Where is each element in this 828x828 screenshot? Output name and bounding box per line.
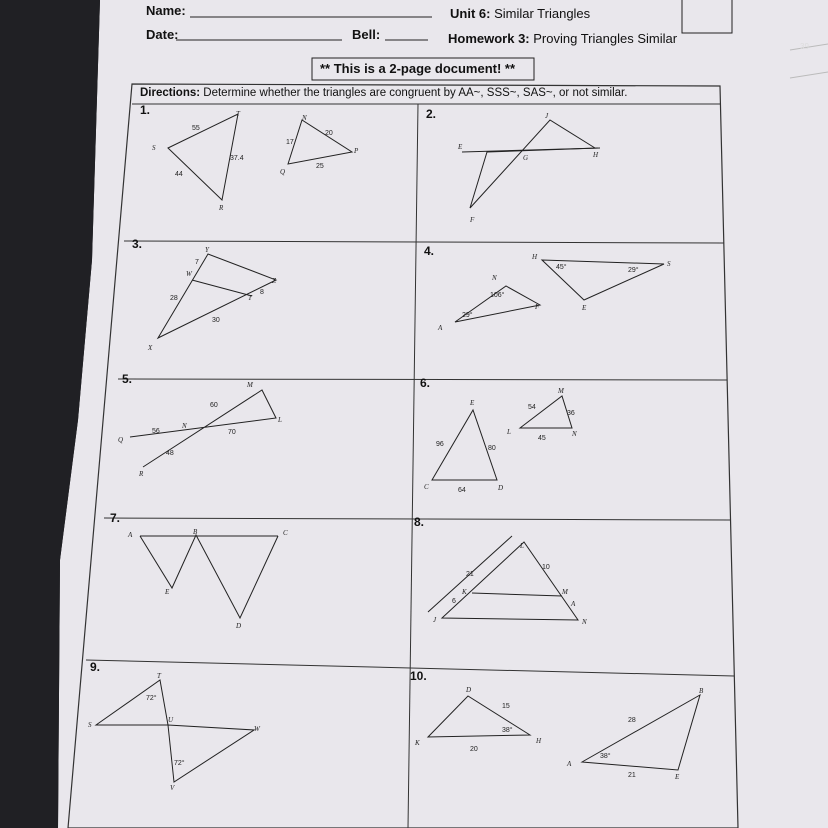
p3-label: T [248,294,252,302]
date-label: Date: [146,27,179,42]
p1-label: N [302,114,307,122]
p3-value: 30 [212,317,220,324]
p7-label: E [165,588,170,596]
p5-value: 70 [228,429,236,436]
p4-label: E [582,304,587,312]
p1-value: 44 [175,171,183,178]
problem-2-number: 2. [426,107,437,121]
p9-value: 72° [146,695,157,702]
p10-label: A [567,760,572,768]
problem-7-number: 7. [110,511,121,525]
p2-label: H [593,151,599,159]
p8-label: M [562,588,568,596]
p1-value: 55 [192,125,200,132]
p8-label: L [520,542,524,550]
p3-label: X [148,344,153,352]
p8-label: A [571,600,576,608]
p2-label: G [523,154,529,162]
p1-label: T [236,110,240,118]
p7-label: A [128,531,133,539]
p3-label: Y [205,246,209,254]
p10-value: 20 [470,746,478,753]
p10-label: K [415,739,420,747]
p1-label: R [219,204,224,212]
p9-label: V [170,784,175,792]
unit-name: Similar Triangles [494,6,591,21]
p9-label: W [254,725,260,733]
p10-label: H [536,737,542,745]
p1-value: 17 [286,139,294,146]
p4-value: 29° [462,312,473,319]
p6-label: E [470,399,475,407]
p6-value: 96 [436,441,444,448]
p9-value: 72° [174,760,185,767]
p4-label: N [492,274,497,282]
directions-text: Determine whether the triangles are congruent by AA~, SSS~, SAS~, or not similar. [203,87,628,99]
p1-label: Q [280,168,286,176]
p7-label: C [283,529,288,537]
p3-label: Z [272,277,276,285]
p6-value: 45 [538,435,546,442]
p4-label: H [532,253,538,261]
p6-value: 36 [567,410,575,417]
p8-value: 21 [466,571,474,578]
problem-5-number: 5. [122,372,133,386]
p8-label: N [582,618,587,626]
p2-label: F [470,216,475,224]
p5-label: L [278,416,282,424]
p3-value: 28 [170,295,178,302]
p10-value: 15 [502,703,510,710]
p6-label: M [558,387,564,395]
problem-10-number: 10. [410,669,427,683]
p6-label: C [424,483,429,491]
p4-label: A [438,324,443,332]
p8-value: 6 [452,598,456,605]
p3-value: 7 [195,259,199,266]
p6-value: 80 [488,445,496,452]
p5-label: N [182,422,187,430]
unit-number: Unit 6: [450,6,491,21]
problem-3-number: 3. [132,237,143,251]
two-page-notice: ** This is a 2-page document! ** [320,61,516,76]
p9-label: U [168,716,174,724]
p8-label: J [433,616,437,624]
p5-label: Q [118,436,124,444]
p7-label: B [193,528,198,536]
p5-value: 48 [166,450,174,457]
p5-value: 60 [210,402,218,409]
p10-value: 21 [628,772,636,779]
p10-value: 38° [502,727,513,734]
directions-label: Directions: [140,87,201,99]
homework-name: Proving Triangles Similar [533,31,678,46]
p6-label: L [507,428,511,436]
p4-value: 29° [628,267,639,274]
problem-8-number: 8. [414,515,425,529]
p6-label: D [498,484,504,492]
p5-value: 56 [152,428,160,435]
p9-label: S [88,721,92,729]
p4-label: S [667,260,671,268]
name-label: Name: [146,3,186,18]
p7-label: D [236,622,242,630]
p4-label: F [535,303,540,311]
p3-label: W [186,270,192,278]
p1-label: S [152,144,156,152]
bell-label: Bell: [352,27,381,42]
p6-label: N [572,430,577,438]
p4-value: 106° [490,292,505,299]
p6-value: 64 [458,487,466,494]
p1-value: 37.4 [230,155,244,162]
p10-label: D [466,686,472,694]
p4-value: 45° [556,264,567,271]
homework-number: Homework 3: [448,31,530,46]
problem-9-number: 9. [90,660,101,674]
p5-label: M [247,381,253,389]
margin-number: 39 [800,42,809,51]
p8-value: 10 [542,564,550,571]
p2-label: J [545,112,549,120]
p2-label: E [458,143,463,151]
p10-value: 38° [600,753,611,760]
p9-label: T [157,672,161,680]
p1-value: 25 [316,163,324,170]
p1-value: 20 [325,130,333,137]
p1-label: P [354,147,359,155]
problem-6-number: 6. [420,376,431,390]
problem-4-number: 4. [424,244,435,258]
p6-value: 54 [528,404,536,411]
p5-label: R [139,470,144,478]
p10-label: E [675,773,680,781]
problem-1-number: 1. [140,103,151,117]
p10-value: 28 [628,717,636,724]
p3-value: 8 [260,289,264,296]
p8-label: K [462,588,467,596]
p10-label: B [699,687,704,695]
